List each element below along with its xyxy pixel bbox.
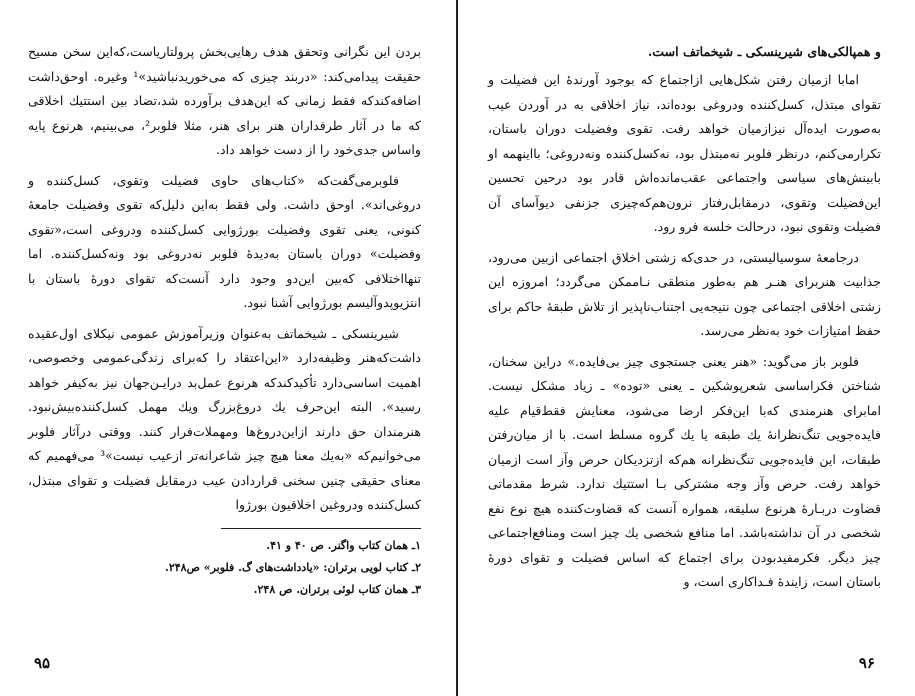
footnote-divider xyxy=(221,528,421,529)
right-page xyxy=(458,0,915,696)
left-paragraph-2: فلوبرمی‌گفت‌که «کتاب‌های حاوی فضیلت وتقوی، کسل‌کننده و دروغی‌اند». اوحق داشت. ولی فقط به‌این دلیل‌که تقوی وفضیلت جامعهٔ کنونی، یعنی تقوی وفضیلت بورژوایی کسل‌کننده ودروغی است،«تقوی وفضیلت» دوران باستان به‌دیدهٔ فلوبر نه‌دروغی بود ونه‌کسل‌کننده. اما تنهااختلافی که‌بین این‌دو وجود دارد آنست‌که تقوای دورهٔ باستان با انتزیوپدوآلیسم بورژوایی آشنا نبود. xyxy=(28,172,421,310)
right-paragraph-2: درجامعهٔ سوسیالیستی، در حدی‌که زشتی اخلاق اجتماعی ازبین می‌رود، جذابیت هنربرای هنـر هم به‌طور منطقی نـاممکن می‌گردد؛ امروزه این زشتی اخلاقی اجتماعی چون نتیجه‌یی اجتناب‌ناپذیر از تلاش طبقهٔ حاکم برای حفظ امتیازات خود به‌نظر می‌رسد. xyxy=(488,249,881,338)
left-paragraph-3: شیرینسکی ـ شیخماتف به‌عنوان وزیرآموزش عمومی نیکلای اول‌عقیده داشت‌که‌هنر وظیفه‌دارد «این‌اعتقاد را که‌برای زندگی‌عمومی وخصوصی، اهمیت اساسی‌دارد تأکیدکندکه هرنوع عمل‌بد درایـن‌جهان نیز به‌کیفر خواهد رسید». البته این‌حرف یك دروغ‌بزرگ ویك مهمل کسل‌کننده‌بیش‌نبود. هنرمندان حق دارند ازاین‌دروغ‌ها ومهملات‌فرار کنند. ووقتی درآثار فلوبر می‌خوانیم‌که «به‌یك معنا هیچ چیز شاعرانه‌تر ازعیب نیست»³ می‌فهمیم که معنای حقیقی چنین سخنی قراردادن عیب درمقابل فضیلت و تقوای مبتذل، کسل‌کننده ودروغین اخلاقیون بورژوا xyxy=(28,325,421,512)
right-page-number: ۹۶ xyxy=(858,654,875,672)
left-paragraph-1: بردن این نگرانی وتحقق هدف رهایی‌بخش پرولتاریاست،که‌این سخن مسیح حقیقت پیدامی‌کند: «دربند چیزی که می‌خوریدنباشید»¹ وغیره. اوحق‌داشت اضافه‌کندکه فقط زمانی که این‌هدف برآورده شد،تضاد بین استتیك اخلاقی که ما در آثار طرفداران هنر برای هنر، مثلا فلوبر²، می‌بینیم، هرنوع پایه واساس جدی‌خود را از دست خواهد داد. xyxy=(28,44,421,157)
footnotes xyxy=(28,535,421,601)
right-continuation-line: و همپالکی‌های شیرینسکی ـ شیخماتف است. xyxy=(647,44,881,59)
footnote-2: ۲ـ کتاب لویی برتران: «یادداشت‌های گ. فلوبر» ص۲۴۸. xyxy=(165,560,421,574)
left-page xyxy=(0,0,457,696)
footnote-3: ۳ـ همان کتاب لوئی برتران. ص ۲۴۸. xyxy=(253,582,421,596)
left-page-number: ۹۵ xyxy=(34,654,51,672)
footnote-1: ۱ـ همان کتاب واگنر. ص ۴۰ و ۴۱. xyxy=(266,538,421,552)
right-paragraph-3: فلوبر باز می‌گوید: «هنر یعنی جستجوی چیز بی‌فایده.» دراین سخنان، شناختن فکراساسی شعرپوشکین ـ یعنی «توده» ـ زیاد مشکل نیست. امابرای هنرمندی که‌با این‌فکر ارضا می‌شود، معنایش فقط‌قیام علیه فایده‌جویی تنگ‌نظرانهٔ یك طبقه یا یك گروه مسلط است. با از میان‌رفتن طبقات، این فایده‌جویی تنگ‌نظرانه هم‌که ازتزدیکان حرص وآز است ازمیان خواهد رفت. حرص وآز وجه مشترکی بـا استتیك ندارد. شرط مقدماتی قضاوت دربـارهٔ هرنوع سلیقه، همواره آنست که قضاوت‌کننده هیچ نوع نفع شخصی در آن نداشته‌باشد. اما منافع شخصی یك چیز است ومنافع‌اجتماعی چیز دیگر. فکرمفیدبودن برای اجتماع که اساس فضیلت و تقوای دورهٔ باستان است، زایندهٔ فـداکاری است، و xyxy=(488,353,881,589)
right-paragraph-1: امابا ازمیان رفتن شکل‌هایی ازاجتماع که بوجود آورندهٔ این فضیلت و تقوای مبتذل، کسل‌کننده ودروغی بوده‌اند، نیاز اخلاقی به در آوردن عیب به‌صورت ایده‌آل نیزازمیان خواهد رفت. تقوی وفضیلت دوران باستان، تکرارمی‌کنم، درنظر فلوبر نه‌مبتذل بود، نه‌کسل‌کننده ونه‌دروغی؛ بااینهمه او بابینش‌های سیاسی واجتماعی عقب‌مانده‌اش قادر بود درحین تحسین این‌فضیلت وتقوی، درمقابل‌رفتار نرون‌هم‌که‌چیزی جزنفی دیوآسای آن فضیلت وتقوی نبود، درحالت خلسه فرو رود. xyxy=(488,72,881,234)
